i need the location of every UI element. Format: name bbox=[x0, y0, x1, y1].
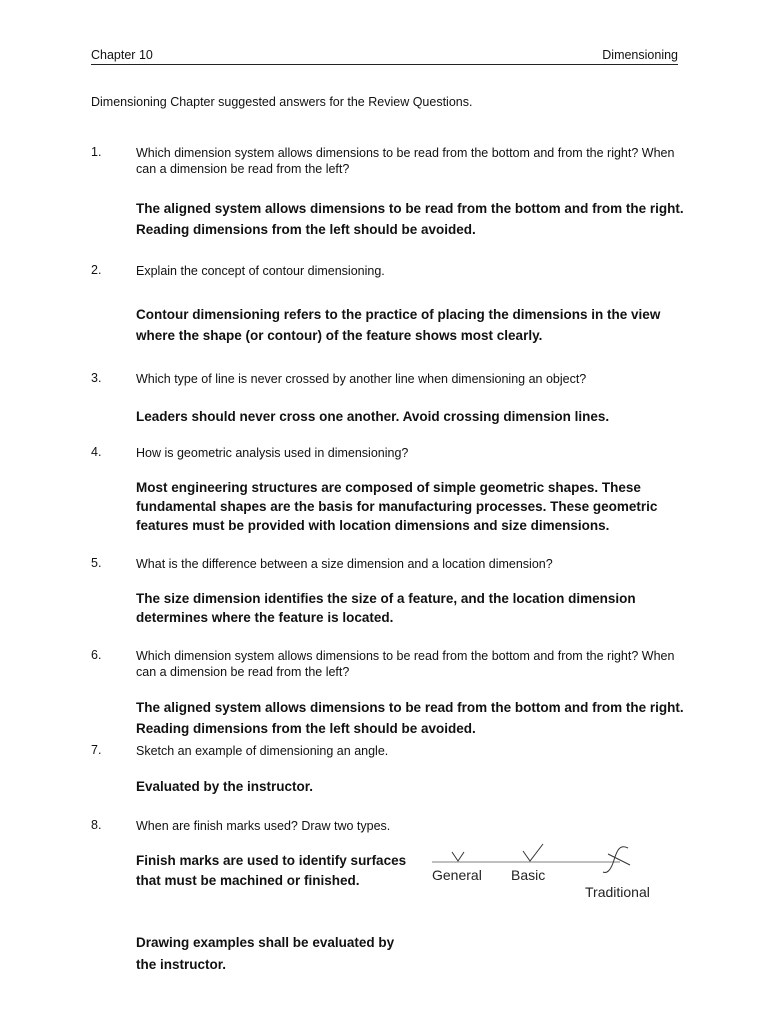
question-text: Which dimension system allows dimensions to be read from the bottom and from the right? When can a dimension be read from the left? bbox=[136, 146, 675, 176]
question-text: When are finish marks used? Draw two types. bbox=[136, 819, 391, 833]
intro-text: Dimensioning Chapter suggested answers for the Review Questions. bbox=[91, 95, 473, 109]
question-number: 1. bbox=[91, 145, 102, 159]
traditional-mark-icon bbox=[603, 847, 628, 873]
answer-text: Evaluated by the instructor. bbox=[136, 779, 314, 794]
question-text: Explain the concept of contour dimensioning. bbox=[136, 264, 385, 278]
chapter-label: Chapter 10 bbox=[91, 48, 153, 62]
finish-label-basic: Basic bbox=[511, 867, 546, 883]
question-text: How is geometric analysis used in dimensioning? bbox=[136, 446, 409, 460]
question-number: 8. bbox=[91, 818, 102, 832]
answer-text: Contour dimensioning refers to the practice of placing the dimensions in the view where the shape (or contour) of the feature shows most clearly. bbox=[136, 307, 661, 343]
finish-label-general: General bbox=[432, 867, 482, 883]
question-text: Sketch an example of dimensioning an angle. bbox=[136, 744, 389, 758]
basic-mark-icon bbox=[523, 844, 543, 861]
question-text: Which type of line is never crossed by another line when dimensioning an object? bbox=[136, 372, 587, 386]
question-number: 5. bbox=[91, 556, 102, 570]
page-header bbox=[91, 48, 678, 65]
question-number: 7. bbox=[91, 743, 102, 757]
answer-text: The aligned system allows dimensions to be read from the bottom and from the right. Reading dimensions from the left should be avoided. bbox=[136, 700, 684, 736]
traditional-mark-stroke bbox=[608, 854, 630, 865]
question-number: 3. bbox=[91, 371, 102, 385]
answer-text: Finish marks are used to identify surfaces that must be machined or finished. bbox=[136, 853, 407, 888]
answer-text: The size dimension identifies the size of a feature, and the location dimension determines where the feature is located. bbox=[136, 591, 636, 625]
question-text: Which dimension system allows dimensions to be read from the bottom and from the right? When can a dimension be read from the left? bbox=[136, 649, 675, 679]
question-text: What is the difference between a size dimension and a location dimension? bbox=[136, 557, 553, 571]
general-mark-icon bbox=[452, 852, 464, 861]
question-number: 6. bbox=[91, 648, 102, 662]
finish-label-traditional: Traditional bbox=[585, 884, 650, 900]
answer-text-2: Drawing examples shall be evaluated by the instructor. bbox=[136, 935, 395, 972]
answer-text: The aligned system allows dimensions to be read from the bottom and from the right. Reading dimensions from the left should be avoided. bbox=[136, 201, 684, 237]
question-number: 2. bbox=[91, 263, 102, 277]
chapter-title: Dimensioning bbox=[602, 48, 678, 62]
answer-text: Leaders should never cross one another. Avoid crossing dimension lines. bbox=[136, 409, 610, 424]
question-number: 4. bbox=[91, 445, 102, 459]
answer-text: Most engineering structures are composed of simple geometric shapes. These fundamental shapes are the basis for manufacturing processes. These geometric features must be provided with location dimensions and size dimensions. bbox=[136, 480, 658, 533]
